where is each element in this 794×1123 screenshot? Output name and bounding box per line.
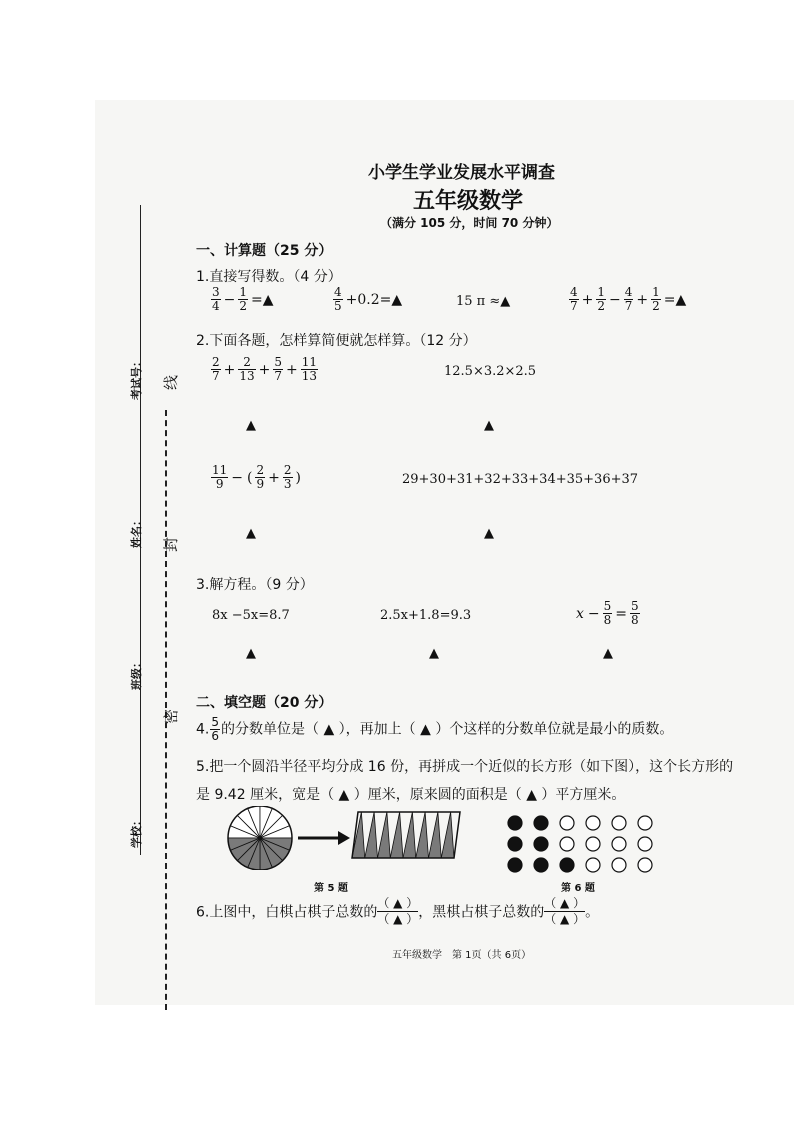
rearranged-rectangle <box>352 812 460 858</box>
section1-title: 一、计算题（25 分） <box>196 243 333 259</box>
subject-title: 五年级数学 <box>413 189 524 214</box>
arrow-head-icon <box>338 831 350 845</box>
sector-piece <box>390 812 403 858</box>
white-piece <box>586 816 600 830</box>
white-piece <box>560 837 574 851</box>
white-piece <box>560 816 574 830</box>
fraction: $\frac{5}{8}$ <box>631 599 639 627</box>
q4: 4. $\frac{5}{6}$ 的分数单位是（ ▲ ），再加上（ ▲ ）个这样的分数单位就是最小的质数。 <box>196 715 674 743</box>
fraction: $\frac{4}{7}$ <box>570 285 578 313</box>
q1-expr-2: $\frac{4}{5}$ +0.2=▲ <box>334 285 403 313</box>
q5-line-1: 5.把一个圆沿半径平均分成 16 份，再拼成一个近似的长方形（如下图），这个长方形的 <box>196 759 734 775</box>
black-piece <box>508 858 522 872</box>
black-piece <box>508 837 522 851</box>
fraction: $\frac{5}{7}$ <box>274 355 283 383</box>
q2-expr-1: $\frac{2}{7}$ + $\frac{2}{13}$ + $\frac{5}{7}$ + $\frac{11}{13}$ <box>212 355 318 383</box>
q1-expr-1: $\frac{3}{4}$ − $\frac{1}{2}$ =▲ <box>212 285 274 313</box>
black-piece <box>534 816 548 830</box>
seal-mi-mark: 密 <box>162 708 180 724</box>
name-label: 姓名： <box>130 515 143 548</box>
exam-title: 小学生学业发展水平调查 <box>368 163 555 183</box>
q3-expr-2: 2.5x+1.8=9.3 <box>380 608 472 623</box>
fraction: $\frac{11}{13}$ <box>301 355 318 383</box>
q2-expr-4: 29+30+31+32+33+34+35+36+37 <box>402 472 639 487</box>
fraction: $\frac{4}{5}$ <box>334 285 342 313</box>
q3-expr-1: 8x −5x=8.7 <box>212 608 290 623</box>
page-footer: 五年级数学 第 1页（共 6页） <box>392 950 532 961</box>
answer-mark: ▲ <box>484 418 494 433</box>
q6: 6.上图中，白棋占棋子总数的 （ ▲ ） （ ▲ ） ，黑棋占棋子总数的 （ ▲ ） （ ▲ ） 。 <box>196 896 600 926</box>
class-label: 班级： <box>130 657 143 690</box>
q2-expr-2: 12.5×3.2×2.5 <box>444 364 537 379</box>
fraction: $\frac{3}{4}$ <box>212 285 220 313</box>
q1-expr-4: $\frac{4}{7}$ + $\frac{1}{2}$ − $\frac{4}{7}$ + $\frac{1}{2}$ =▲ <box>570 285 687 313</box>
chess-pieces <box>508 816 652 872</box>
fraction: $\frac{2}{9}$ <box>256 463 265 491</box>
q1-title: 1.直接写得数。（4 分） <box>196 269 342 285</box>
white-piece <box>638 816 652 830</box>
sector-piece <box>403 812 416 858</box>
black-piece <box>508 816 522 830</box>
sector-piece <box>441 812 454 858</box>
white-piece <box>638 837 652 851</box>
sector-piece <box>365 812 378 858</box>
q2-expr-3: $\frac{11}{9}$ − ( $\frac{2}{9}$ + $\frac{2}{3}$ ) <box>212 463 301 491</box>
white-piece <box>638 858 652 872</box>
section2-title: 二、填空题（20 分） <box>196 695 333 711</box>
caption-6: 第 6 题 <box>561 883 595 894</box>
fraction: $\frac{2}{3}$ <box>283 463 292 491</box>
answer-mark: ▲ <box>429 646 439 661</box>
figure-5 <box>226 806 462 870</box>
school-label: 学校： <box>130 815 143 848</box>
exam-no-label: 考试号： <box>130 356 143 400</box>
caption-5: 第 5 题 <box>314 883 348 894</box>
sector-piece <box>378 812 391 858</box>
white-piece <box>586 858 600 872</box>
q3-title: 3.解方程。（9 分） <box>196 577 314 593</box>
black-piece <box>560 858 574 872</box>
fraction: $\frac{1}{2}$ <box>652 285 660 313</box>
figure-6 <box>506 814 654 874</box>
white-piece <box>612 858 626 872</box>
white-piece <box>612 837 626 851</box>
fraction: $\frac{2}{7}$ <box>212 355 220 383</box>
fraction: $\frac{5}{8}$ <box>603 599 612 627</box>
q1-expr-3: 15 π ≈▲ <box>456 294 511 309</box>
fraction: $\frac{1}{2}$ <box>597 285 606 313</box>
seal-line-mark: 线 <box>162 374 180 390</box>
seal-feng-mark: 封 <box>162 536 180 552</box>
sector-piece <box>429 812 442 858</box>
fraction: $\frac{5}{6}$ <box>211 715 219 743</box>
white-piece <box>612 816 626 830</box>
fraction: $\frac{2}{13}$ <box>239 355 255 383</box>
fraction: $\frac{4}{7}$ <box>624 285 633 313</box>
answer-mark: ▲ <box>603 646 613 661</box>
blank-fraction: （ ▲ ） （ ▲ ） <box>377 896 419 926</box>
answer-mark: ▲ <box>246 418 256 433</box>
answer-mark: ▲ <box>484 526 494 541</box>
black-piece <box>534 858 548 872</box>
black-piece <box>534 837 548 851</box>
q2-title: 2.下面各题，怎样算简便就怎样算。（12 分） <box>196 333 477 349</box>
sector-piece <box>352 812 365 858</box>
answer-mark: ▲ <box>246 526 256 541</box>
exam-note: （满分 105 分，时间 70 分钟） <box>380 216 559 230</box>
q5-line-2: 是 9.42 厘米，宽是（ ▲ ）厘米，原来圆的面积是（ ▲ ）平方厘米。 <box>196 787 626 803</box>
fraction: $\frac{1}{2}$ <box>239 285 248 313</box>
answer-mark: ▲ <box>246 646 256 661</box>
white-piece <box>586 837 600 851</box>
fraction: $\frac{11}{9}$ <box>212 463 228 491</box>
q3-expr-3: x − $\frac{5}{8}$ = $\frac{5}{8}$ <box>576 599 639 627</box>
sector-piece <box>416 812 429 858</box>
blank-fraction: （ ▲ ） （ ▲ ） <box>544 896 586 926</box>
